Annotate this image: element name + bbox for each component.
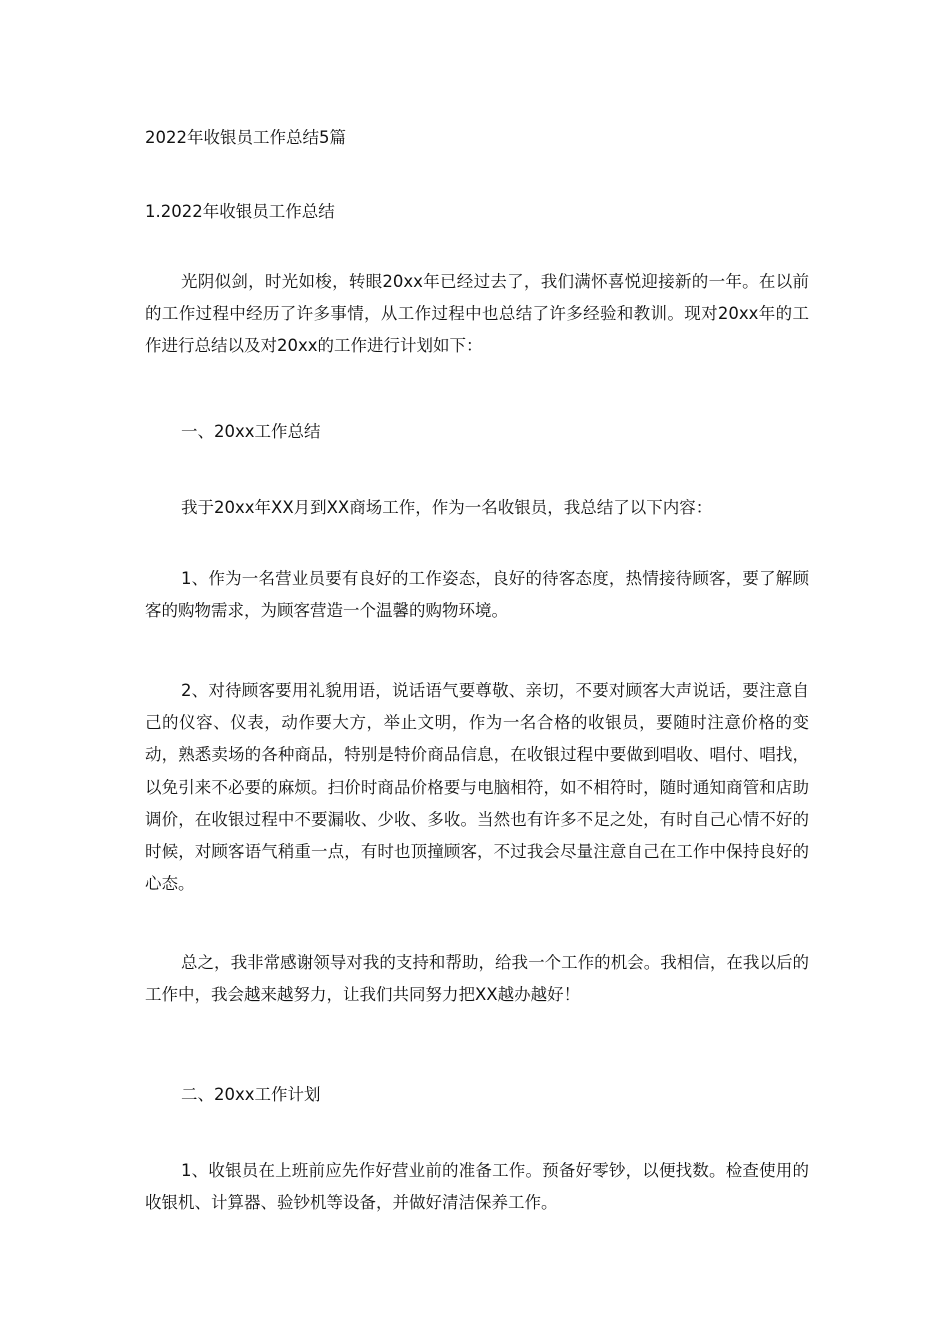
document-title: 2022年收银员工作总结5篇 [145,128,346,147]
article-title: 1.2022年收银员工作总结 [145,202,335,221]
plan-point-1: 1、收银员在上班前应先作好营业前的准备工作。预备好零钞，以便找数。检查使用的收银机、计算器、验钞机等设备，并做好清洁保养工作。 [145,1161,809,1213]
intro-paragraph: 光阴似剑，时光如梭，转眼20xx年已经过去了，我们满怀喜悦迎接新的一年。在以前的工作过程中经历了许多事情，从工作过程中也总结了许多经验和教训。现对20xx年的工作进行总结以及对20xx的工作进行计划如下： [145,272,809,356]
summary-point-1: 1、作为一名营业员要有良好的工作姿态，良好的待客态度，热情接待顾客，要了解顾客的购物需求，为顾客营造一个温馨的购物环境。 [145,569,809,621]
section-heading-summary: 一、20xx工作总结 [181,422,321,441]
summary-intro-paragraph: 我于20xx年XX月到XX商场工作，作为一名收银员，我总结了以下内容： [181,498,713,517]
summary-point-2: 2、对待顾客要用礼貌用语，说话语气要尊敬、亲切，不要对顾客大声说话，要注意自己的仪容、仪表，动作要大方，举止文明，作为一名合格的收银员，要随时注意价格的变动，熟悉卖场的各种商品，特别是特价商品信息，在收银过程中要做到唱收、唱付、唱找，以免引来不必要的麻烦。扫价时商品价格要与电脑相符，如不相符时，随时通知商管和店助调价，在收银过程中不要漏收、少收、多收。当然也有许多不足之处，有时自己心情不好的时候，对顾客语气稍重一点，有时也顶撞顾客，不过我会尽量注意自己在工作中保持良好的心态。 [145,681,809,894]
section-heading-plan: 二、20xx工作计划 [181,1085,321,1104]
conclusion-paragraph: 总之，我非常感谢领导对我的支持和帮助，给我一个工作的机会。我相信，在我以后的工作中，我会越来越努力，让我们共同努力把XX越办越好！ [145,953,809,1005]
